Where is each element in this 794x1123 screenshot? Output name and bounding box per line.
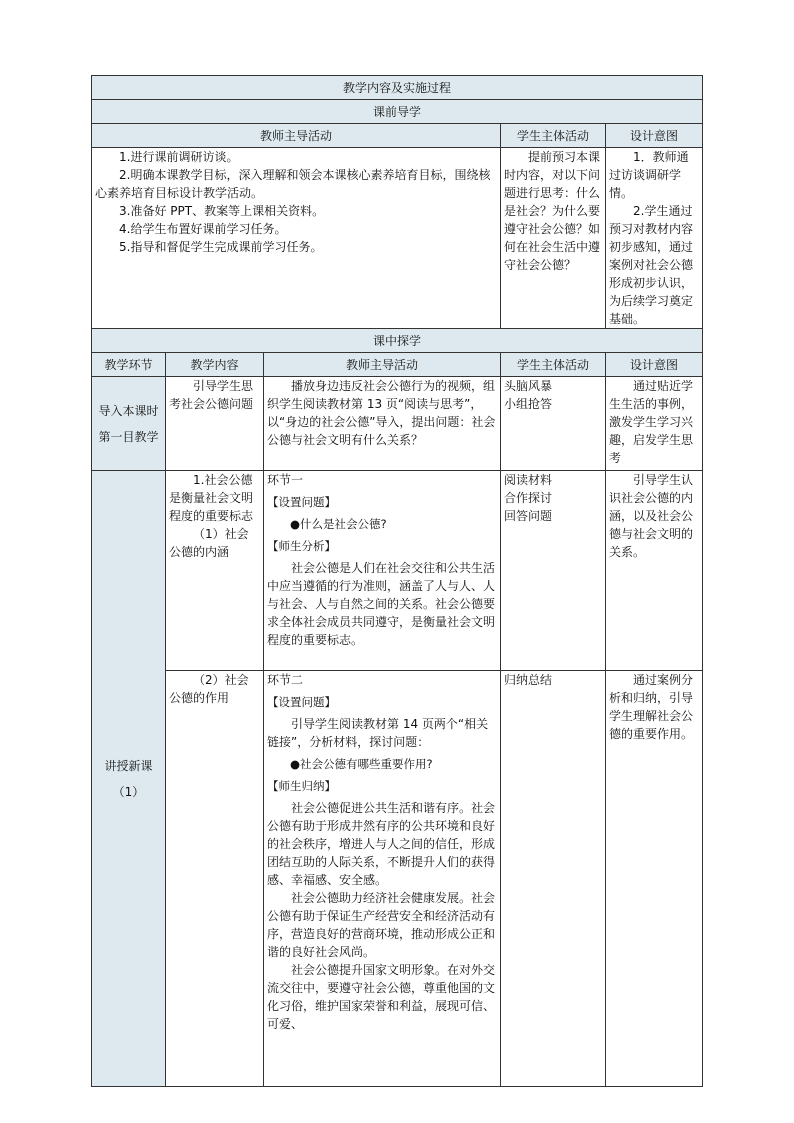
new-lesson-stage: 讲授新课（1） [92, 471, 166, 1087]
row2-question-intro: 引导学生阅读教材第 14 页两个“相关链接”，分析材料，探讨问题： [267, 717, 489, 749]
row1-teacher [264, 471, 501, 671]
row1-analysis-text: 社会公德是人们在社会交往和公共生活中应当遵循的行为准则，涵盖了人与人、人与社会、人与自然之间的关系。社会公德要求全体社会成员共同遵守，是衡量社会文明程度的重要标志。 [267, 561, 496, 647]
row1-design-text: 引导学生认识社会公德的内涵，以及社会公德与社会文明的关系。 [609, 473, 694, 559]
pre-teacher-item: 3.准备好 PPT、教案等上课相关资料。 [119, 204, 325, 218]
row1-student-item: 回答问题 [504, 509, 553, 523]
row2-summary-paragraph: 社会公德提升国家文明形象。在对外交流交往中，要遵守社会公德，尊重他国的文化习俗，维护国家荣誉和利益，展现可信、可爱、 [267, 963, 496, 1031]
intro-student-item: 小组抢答 [504, 397, 553, 411]
row1-content-item: （1）社会公德的内涵 [169, 527, 249, 559]
intro-student [501, 377, 606, 471]
mid-header-stage: 教学环节 [92, 353, 166, 377]
table-title: 教学内容及实施过程 [92, 76, 703, 100]
row1-student-item: 合作探讨 [504, 491, 553, 505]
row1-question: ●什么是社会公德? [290, 517, 387, 531]
mid-header-content: 教学内容 [166, 353, 264, 377]
row1-content [166, 471, 264, 671]
row1-analysis-label: 【师生分析】 [267, 539, 336, 553]
row2-step-label: 环节二 [267, 673, 304, 687]
mid-header-design: 设计意图 [606, 353, 703, 377]
pre-teacher-item: 1.进行课前调研访谈。 [119, 150, 239, 164]
mid-header-teacher: 教师主导活动 [264, 353, 501, 377]
pre-teacher-activities [92, 148, 501, 329]
row2-design [606, 671, 703, 1087]
row1-step-label: 环节一 [267, 473, 304, 487]
row2-content [166, 671, 264, 1087]
row2-design-text: 通过案例分析和归纳，引导学生理解社会公德的重要作用。 [609, 673, 694, 741]
pre-design-item: 1．教师通过访谈调研学情。 [609, 150, 689, 200]
row2-student [501, 671, 606, 1087]
row2-question: ●社会公德有哪些重要作用? [290, 757, 433, 771]
row1-design [606, 471, 703, 671]
pre-student-activity [501, 148, 606, 329]
row1-student-item: 阅读材料 [504, 473, 553, 487]
row2-summary-paragraph: 社会公德促进公共生活和谐有序。社会公德有助于形成井然有序的公共环境和良好的社会秩序，增进人与人之间的信任，形成团结互助的人际关系，不断提升人们的获得感、幸福感、安全感。 [267, 801, 496, 887]
pre-header-teacher: 教师主导活动 [92, 124, 501, 148]
pre-teacher-item: 2.明确本课教学目标，深入理解和领会本课核心素养培育目标，围绕核心素养培育目标设计教学活动。 [95, 168, 491, 200]
intro-content-text: 引导学生思考社会公德问题 [169, 379, 254, 411]
lesson-plan-table [91, 75, 703, 1087]
pre-teacher-item: 4.给学生布置好课前学习任务。 [119, 222, 287, 236]
intro-stage: 导入本课时第一目教学 [92, 377, 166, 471]
intro-content [166, 377, 264, 471]
pre-design-item: 2.学生通过预习对教材内容初步感知，通过案例对社会公德形成初步认识，为后续学习奠定基础。 [609, 204, 694, 326]
row2-student-text: 归纳总结 [504, 673, 553, 687]
intro-design [606, 377, 703, 471]
intro-student-item: 头脑风暴 [504, 379, 553, 393]
row2-summary-paragraph: 社会公德助力经济社会健康发展。社会公德有助于保证生产经营安全和经济活动有序，营造良好的营商环境，推动形成公正和谐的良好社会风尚。 [267, 891, 496, 959]
lesson-plan-page [91, 75, 702, 1087]
intro-teacher-text: 播放身边违反社会公德行为的视频，组织学生阅读教材第 13 页“阅读与思考”，以“身边的社会公德”导入，提出问题：社会公德与社会文明有什么关系？ [267, 379, 496, 447]
row1-student [501, 471, 606, 671]
section-in-class: 课中探学 [92, 329, 703, 353]
mid-header-student: 学生主体活动 [501, 353, 606, 377]
pre-student-text: 提前预习本课时内容，对以下问题进行思考：什么是社会？为什么要遵守社会公德？如何在社会生活中遵守社会公德？ [504, 150, 601, 272]
row2-summary-label: 【师生归纳】 [267, 779, 336, 793]
intro-teacher [264, 377, 501, 471]
pre-header-design: 设计意图 [606, 124, 703, 148]
pre-design-intent [606, 148, 703, 329]
pre-teacher-item: 5.指导和督促学生完成课前学习任务。 [119, 240, 323, 254]
pre-header-student: 学生主体活动 [501, 124, 606, 148]
row2-teacher [264, 671, 501, 1087]
row1-question-label: 【设置问题】 [267, 495, 336, 509]
intro-design-text: 通过贴近学生生活的事例，激发学生学习兴趣，启发学生思考 [609, 379, 694, 465]
section-pre-class: 课前导学 [92, 100, 703, 124]
row2-question-label: 【设置问题】 [267, 695, 336, 709]
row1-content-item: 1.社会公德是衡量社会文明程度的重要标志 [169, 473, 254, 523]
row2-content-text: （2）社会公德的作用 [169, 673, 249, 705]
